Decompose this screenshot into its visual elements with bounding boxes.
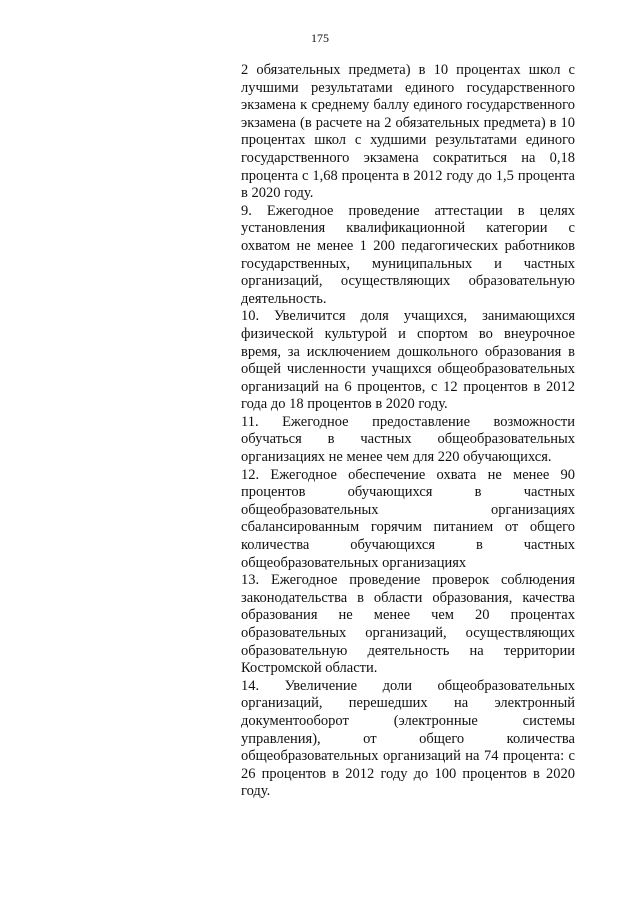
- paragraph-item-14: 14. Увеличение доли общеобразовательных организаций, перешедших на электронный документооборот (электронные системы управления), от общего количества общеобразовательных организаций на 74 процента: с 26 процентов в 2012 году до 100 процентов в 2020 году.: [241, 677, 575, 800]
- paragraph-item-12: 12. Ежегодное обеспечение охвата не менее 90 процентов обучающихся в частных общеобразовательных организациях сбалансированным горячим питанием от общего количества обучающихся в частных общеобразовательных организациях: [241, 466, 575, 571]
- paragraph-item-11: 11. Ежегодное предоставление возможности обучаться в частных общеобразовательных организациях не менее чем для 220 обучающихся.: [241, 413, 575, 466]
- page-number: 175: [311, 31, 329, 45]
- paragraph-item-10: 10. Увеличится доля учащихся, занимающихся физической культурой и спортом во внеурочное время, за исключением дошкольного образования в общей численности учащихся общеобразовательных организаций на 6 процентов, с 12 процентов в 2012 года до 18 процентов в 2020 году.: [241, 308, 575, 413]
- document-body: [241, 62, 575, 801]
- paragraph-continuation: 2 обязательных предмета) в 10 процентах школ с лучшими результатами единого государственного экзамена к среднему баллу единого государственного экзамена (в расчете на 2 обязательных предмета) в 10 процентах школ с худшими результатами единого государственного экзамена сократиться на 0,18 процента с 1,68 процента в 2012 году до 1,5 процента в 2020 году.: [241, 62, 575, 202]
- paragraph-item-13: 13. Ежегодное проведение проверок соблюдения законодательства в области образования, качества образования не менее чем 20 процентах образовательных организаций, осуществляющих образовательную деятельность на территории Костромской области.: [241, 572, 575, 677]
- paragraph-item-9: 9. Ежегодное проведение аттестации в целях установления квалификационной категории с охватом не менее 1 200 педагогических работников государственных, муниципальных и частных организаций, осуществляющих образовательную деятельность.: [241, 202, 575, 307]
